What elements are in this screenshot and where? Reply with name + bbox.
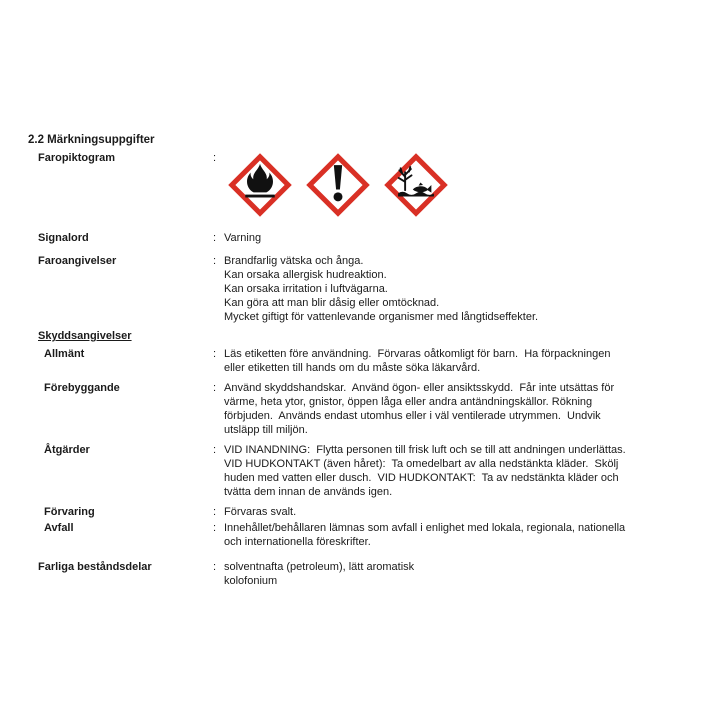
- faroangivelser-label: Faroangivelser: [38, 255, 117, 267]
- allmant-value: [224, 347, 720, 375]
- precaution-statement: utsläpp till miljön.: [224, 424, 308, 436]
- row-avfall: [38, 521, 720, 549]
- forvaring-label: Förvaring: [44, 506, 95, 518]
- row-faropiktogram: [38, 151, 720, 217]
- colon: :: [213, 348, 217, 360]
- row-atgarder: [38, 443, 720, 499]
- hazard-statement: Kan orsaka allergisk hudreaktion.: [224, 269, 387, 281]
- colon: :: [213, 152, 217, 164]
- avfall-label: Avfall: [44, 522, 74, 534]
- faropiktogram-label: Faropiktogram: [38, 152, 116, 164]
- colon: :: [213, 232, 217, 244]
- precaution-statement: Innehållet/behållaren lämnas som avfall i enlighet med lokala, regionala, nationella: [224, 522, 626, 534]
- colon: :: [213, 444, 217, 456]
- precaution-statement: värme, heta ytor, gnistor, öppen låga eller andra antändningskällor. Rökning: [224, 396, 593, 408]
- skyddsangivelser-heading: Skyddsangivelser: [38, 330, 132, 342]
- row-faroangivelser: [38, 254, 720, 324]
- row-signalord: [38, 231, 720, 245]
- precaution-statement: VID HUDKONTAKT (även håret): Ta omedelbart av alla nedstänkta kläder. Skölj: [224, 458, 619, 470]
- colon: :: [213, 561, 217, 573]
- colon: :: [213, 255, 217, 267]
- hazard-statement: Mycket giftigt för vattenlevande organismer med långtidseffekter.: [224, 311, 539, 323]
- ghs-pictogram-group: [224, 151, 720, 217]
- precaution-statement: VID INANDNING: Flytta personen till frisk luft och se till att andningen underlättas.: [224, 444, 626, 456]
- hazard-statement: Brandfarlig vätska och ånga.: [224, 255, 364, 267]
- colon: :: [213, 522, 217, 534]
- row-farliga-bestandsdelar: [38, 560, 720, 588]
- row-allmant: [38, 347, 720, 375]
- precaution-statement: Läs etiketten före användning. Förvaras oåtkomligt för barn. Ha förpackningen: [224, 348, 611, 360]
- precaution-statement: eller etiketten till hands om du måste söka läkarvård.: [224, 362, 481, 374]
- colon: :: [213, 382, 217, 394]
- hazardous-ingredient: solventnafta (petroleum), lätt aromatisk: [224, 561, 415, 573]
- farliga-label: Farliga beståndsdelar: [38, 561, 152, 573]
- ghs-environment-icon: [384, 153, 448, 217]
- atgarder-value: [224, 443, 720, 499]
- section-heading: 2.2 Märkningsuppgifter: [28, 134, 155, 146]
- hazard-statement: Kan göra att man blir dåsig eller omtöcknad.: [224, 297, 440, 309]
- hazardous-ingredient: kolofonium: [224, 575, 278, 587]
- farliga-value: [224, 560, 720, 588]
- allmant-label: Allmänt: [44, 348, 85, 360]
- colon: :: [213, 506, 217, 518]
- precaution-statement: förbjuden. Används endast utomhus eller i väl ventilerade utrymmen. Undvik: [224, 410, 601, 422]
- row-forvaring: [38, 505, 720, 519]
- avfall-value: [224, 521, 720, 549]
- forvaring-value: Förvaras svalt.: [224, 506, 297, 518]
- precaution-statement: och internationella föreskrifter.: [224, 536, 371, 548]
- precaution-statement: huden med vatten eller dusch. VID HUDKONTAKT: Ta av nedstänkta kläder och: [224, 472, 619, 484]
- ghs-flame-icon: [228, 153, 292, 217]
- row-forebyggande: [38, 381, 720, 437]
- signalord-value: Varning: [224, 232, 262, 244]
- sds-section-2-2: [0, 133, 720, 588]
- hazard-statement: Kan orsaka irritation i luftvägarna.: [224, 283, 388, 295]
- precaution-statement: Använd skyddshandskar. Använd ögon- eller ansiktsskydd. Får inte utsättas för: [224, 382, 615, 394]
- precaution-statement: tvätta dem innan de används igen.: [224, 486, 393, 498]
- signalord-label: Signalord: [38, 232, 89, 244]
- faroangivelser-value: [224, 254, 720, 324]
- ghs-exclamation-mark-icon: [306, 153, 370, 217]
- forebyggande-value: [224, 381, 720, 437]
- forebyggande-label: Förebyggande: [44, 382, 120, 394]
- atgarder-label: Åtgärder: [44, 444, 90, 456]
